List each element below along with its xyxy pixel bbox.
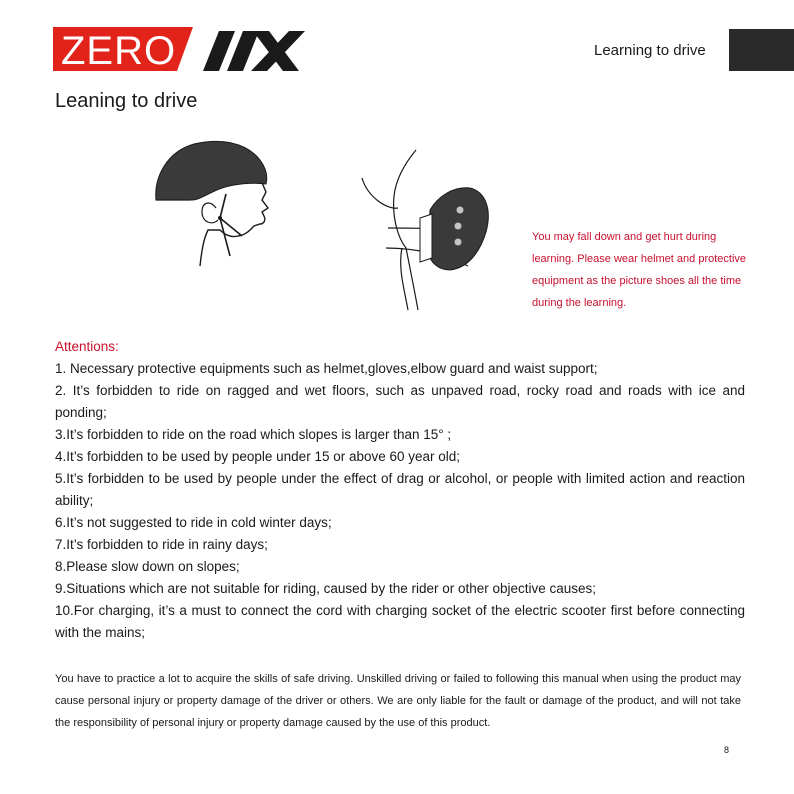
attention-item: 8.Please slow down on slopes;	[55, 559, 240, 574]
helmet-head-icon	[150, 138, 280, 270]
disclaimer-paragraph: You have to practice a lot to acquire the skills of safe driving. Unskilled driving or failed to following this manual when using the product may cause personal injury or property damage of the driver or others. We are only liable for the fault or damage of the product, and will not take the responsibility of personal injury or property damage caused by the use of this product.	[55, 673, 741, 729]
attention-item: 2. It’s forbidden to ride on ragged and wet floors, such as unpaved road, rocky road and roads with ice and ponding;	[55, 383, 745, 420]
page-title: Leaning to drive	[55, 90, 198, 112]
page-number: 8	[724, 745, 730, 755]
attentions-heading: Attentions:	[55, 339, 119, 354]
attention-item: 1. Necessary protective equipments such as helmet,gloves,elbow guard and waist support;	[55, 361, 598, 376]
attention-item: 9.Situations which are not suitable for riding, caused by the rider or other objective causes;	[55, 581, 597, 596]
attentions-list	[55, 358, 745, 644]
attention-item: 5.It’s forbidden to be used by people under the effect of drag or alcohol, or people with limited action and reaction ability;	[55, 471, 745, 508]
section-title: Learning to drive	[594, 42, 706, 59]
svg-text:ZERO: ZERO	[61, 29, 177, 71]
section-tab-marker	[729, 29, 794, 71]
attention-item: 7.It’s forbidden to ride in rainy days;	[55, 537, 268, 552]
elbow-guard-icon	[358, 148, 498, 313]
safety-note: You may fall down and get hurt during learning. Please wear helmet and protective equipment as the picture shoes all the time during the learning.	[532, 231, 747, 309]
attention-item: 6.It’s not suggested to ride in cold winter days;	[55, 515, 332, 530]
attention-item: 4.It’s forbidden to be used by people under 15 or above 60 year old;	[55, 449, 461, 464]
attention-item: 10.For charging, it’s a must to connect the cord with charging socket of the electric scooter first before connecting with the mains;	[55, 603, 745, 640]
attention-item: 3.It’s forbidden to ride on the road which slopes is larger than 15° ;	[55, 427, 452, 442]
zero-11x-logo	[53, 27, 309, 71]
